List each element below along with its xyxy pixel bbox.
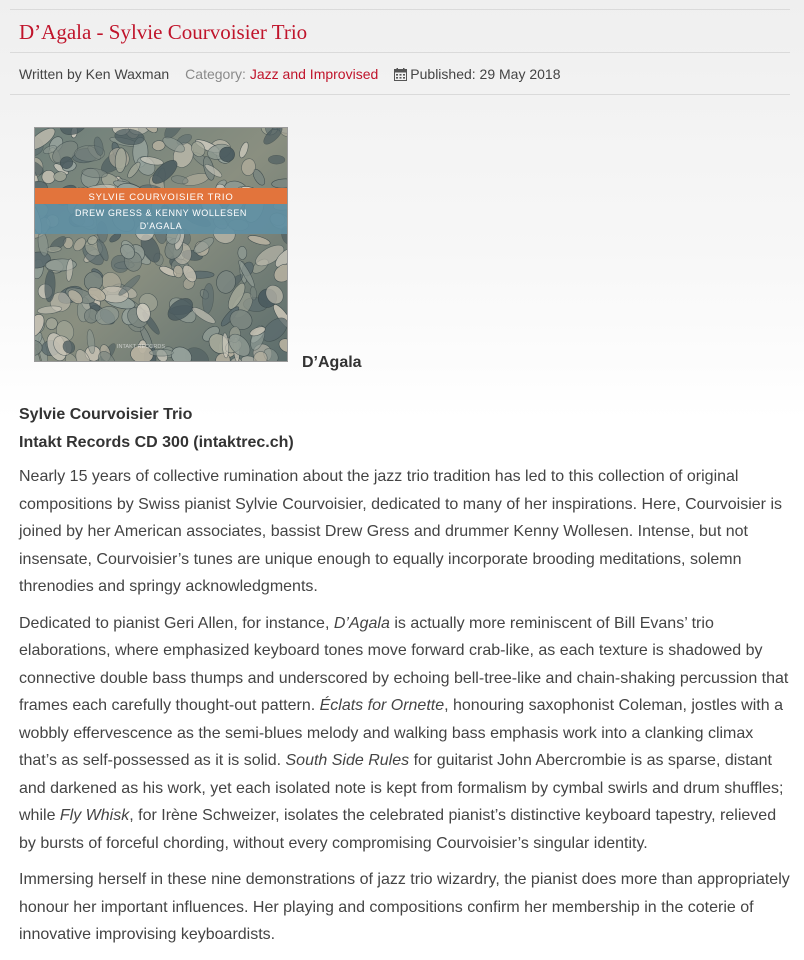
paragraph-2 (19, 610, 793, 858)
credits-artist: Sylvie Courvoisier Trio (19, 406, 193, 423)
pebble (150, 349, 174, 356)
published-date (394, 66, 560, 82)
cover-band-line1: SYLVIE COURVOISIER TRIO (88, 192, 234, 203)
p2-text-a: Dedicated to pianist Geri Allen, for instance, (19, 614, 334, 632)
track-eclats: Éclats for Ornette (319, 697, 445, 714)
track-south-side: South Side Rules (285, 752, 410, 769)
paragraph-1: Nearly 15 years of collective rumination about the jazz trio tradition has led to this collection of original compositions by Swiss pianist Sylvie Courvoisier, dedicated to many of her inspirations. Here, Courvoisier is joined by her American associates, bassist Drew Gress and drummer Kenny Wollesen. Intense, but not insensate, Courvoisier’s tunes are unique enough to equally incorporate brooding meditations, solemn threnodies and springy acknowledgments. (19, 468, 782, 595)
cover-label-mark: INTAKT RECORDS (116, 344, 166, 350)
cover-band-line3: D'AGALA (139, 221, 183, 231)
article-meta (10, 53, 790, 95)
cover-band-line2: DREW GRESS & KENNY WOLLESEN (74, 208, 248, 218)
paragraph-3: Immersing herself in these nine demonstrations of jazz trio wizardry, the pianist does more than appropriately honour her important influences. Her playing and compositions confirm her membership in the coterie of innovative improvising keyboardists. (19, 871, 790, 943)
track-dagala: D’Agala (333, 614, 390, 632)
published-text: Published: 29 May 2018 (410, 66, 561, 82)
pebble (42, 170, 56, 184)
p2-text-b: is actually more reminiscent of Bill Evans’ trio elaborations, where emphasized keyboard tones move forward crab-like, as each texture is shadowed by connective double bass thumps and underscored by echoing bell-tree-like and chain-shaking percussion that frames each carefully thought-out pattern. (19, 614, 789, 714)
p2-text-c: , honouring saxophonist Coleman, jostles with a wobbly effervescence as the semi-blues melody and walking bass emphasis work into a clanking climax that’s as self-possessed as it is solid. (19, 697, 783, 769)
pebble (238, 246, 247, 260)
author-byline: Written by Ken Waxman (19, 66, 170, 82)
credits-label: Intakt Records CD 300 (intaktrec.ch) (19, 434, 294, 451)
article-title[interactable]: D’Agala - Sylvie Courvoisier Trio (19, 20, 308, 44)
category-label: Category: (185, 66, 246, 82)
track-fly-whisk: Fly Whisk (59, 807, 130, 824)
article-body (19, 463, 793, 958)
album-cover-image[interactable] (34, 127, 288, 362)
p2-text-d: for guitarist John Abercrombie is as sparse, distant and darkened as his work, yet each isolated note is kept from formalism by cymbal swirls and drum shuffles; while (19, 752, 784, 824)
album-credits (19, 401, 294, 457)
cover-caption: D’Agala (302, 354, 362, 371)
p2-text-e: , for Irène Schweizer, isolates the celebrated pianist’s distinctive keyboard tapestry, relieved by bursts of forceful chording, without every compromising Courvoisier’s singular identity. (19, 807, 777, 852)
pebble (268, 155, 285, 164)
calendar-icon (394, 68, 407, 81)
category-link[interactable]: Jazz and Improvised (249, 66, 379, 82)
title-bar (10, 9, 790, 53)
